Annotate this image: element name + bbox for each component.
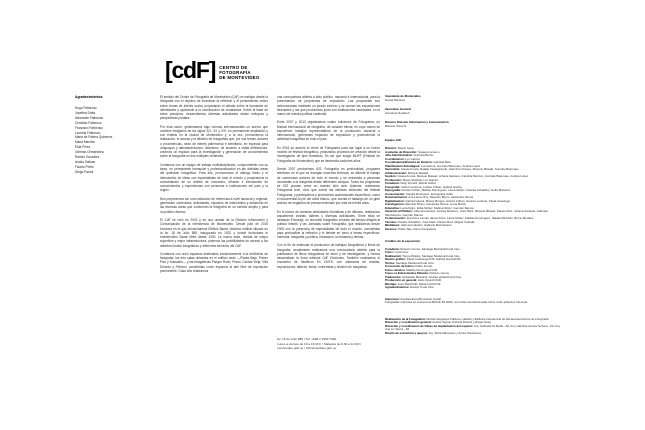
- credit-role-label: Montaje:: [385, 281, 397, 286]
- acknowledgement-name: Elda Pérez: [75, 145, 91, 150]
- credit-names: Roberto Cenne: [428, 271, 450, 276]
- credit-role-label: Fotos La Entrevista/La Película:: [385, 271, 429, 276]
- fotogaleria-text: Andrés Vignoli, Patricia Roland y Daniel Sosa.: [431, 320, 492, 325]
- team-role-label: Curaduría:: [385, 181, 400, 186]
- team-role-label: Gestión:: [385, 174, 397, 179]
- about-paragraph: Nos proponemos ser una institución de referencia a nivel nacional y regional, generando contenidos, actividades, espacios de intercambio y desarrollo en las diversas áreas que conforman la fotografía en un sentido amplio y para un público diverso.: [160, 196, 268, 214]
- about-paragraph: Desde 2007 producimos f/22. Fotografía en profundidad, programa televisivo en el que se divulgan nociones técnicas, se difunde el trabajo de numerosos autores de todo el mundo y se entrevista a personas vinculadas a la fotografía desde diferentes campos. Todos los programas de f/22 pueden verse en nuestro sitio web. Además, realizamos Fotograma tevé, ciclo que cubrió las distintas ediciones del festival Fotograma, y participamos y producimos audiovisuales específicos, como el documental Al pie del árbol blanco, que cuenta el hallazgo de un gran archivo de negativos de prensa enterrado por más de treinta años.: [277, 167, 380, 206]
- printing-line: [385, 301, 563, 305]
- credits-column: [385, 95, 563, 335]
- cdf-logo: [165, 59, 260, 82]
- team-member-names: Claudio Schiaffino, José Martí, Darwin Ruiz, Miguel Carballo: [396, 219, 475, 224]
- team-member-names: Mauricio Bruno, Alexandra Nóvoa, Lucía Martín: [404, 202, 466, 207]
- about-paragraph: Contamos con ocho espacios destinados exclusivamente a la exhibición de fotografía: las tres salas ubicadas en el edificio sede —Planta Baja, Primer Piso y Subsuelo— y las fotogalerías Parque Rodó, Prado, Ciudad Vieja, Villa Dolores y Peñarol, concebidas como espacios al aire libre de exposición permanente. Cada año realizamos: [160, 251, 268, 273]
- about-paragraph: Con el fin de estimular la producción de trabajos fotográficos y libros de fotografía, anualmente realizamos una convocatoria abierta para la publicación de libros fotográficos de autor y de investigación, y hemos desarrollado la línea editorial CdF Ediciones. También realizamos el encuentro de fotolibros En CMYK, con instancias de charlas, exposiciones, talleres, ferias, entrevistas y revisión de maquetas.: [277, 243, 380, 269]
- team-member-names: Andrés Cribari, Matilde Domínguez, Laura Núñez, Claudia Schiaffino, Sofía Michelini: [400, 188, 510, 193]
- team-role-label: Fotografía:: [385, 184, 401, 189]
- cdf-logo-line-3: DE MONTEVIDEO: [219, 75, 260, 81]
- team-role-label: Atención al Público:: [385, 209, 413, 214]
- official-role: Director División Información y Comunicación: [385, 120, 449, 125]
- printing-text: Fotografías impresas en impresoras Bizhub BJ-6000, con tintas acondicionadas sobre vinilo adhesivo Intercoat.: [385, 300, 529, 305]
- credit-role-label: Fotos retratos:: [385, 267, 406, 272]
- official-name: Fernando Nopitsch: [385, 110, 410, 115]
- cdf-logo-line-1: CENTRO DE: [219, 64, 248, 70]
- credit-role-label: Realización:: [385, 253, 402, 258]
- fotogaleria-line: [385, 332, 563, 336]
- team-member-names: Gabriel García, Maicor Borges, Andrés Cribari, Horacio Loriente, Paula Casariego: [404, 198, 511, 203]
- team-member-names: Francisco Landro, Elena Firpo, Laura Núñez, Matilde Domínguez, Natalia Michelini, Bruno Morales: [405, 216, 534, 221]
- team-role-label: Técnica:: [385, 219, 397, 224]
- cdf-logo-mark: [cdF]: [165, 57, 216, 83]
- printing-section: [385, 298, 563, 305]
- team-role-label: Jefa Administrativa:: [385, 153, 413, 158]
- exhibition-credits-list: [385, 248, 563, 290]
- acknowledgement-name: Germán Ormaechea: [75, 150, 104, 155]
- credit-role-label: Diseño gráfico:: [385, 257, 407, 262]
- team-role-label: Coordinación:: [385, 156, 405, 161]
- about-paragraph: El CdF se creó en 2002 y es una unidad de la División Información y Comunicación de la Intendencia de Montevideo. Desde julio de 2015 funciona en el que denominamos Edificio Bazar, histórico edificio situado en la Av. 18 de Julio 885, inaugurado en 1932 y donde funcionara el emblemático Bazar Mitre desde 1940. La nueva sede, dotada de mayor superficie y mejor infraestructura, potencia las posibilidades de acceso a los distintos fondos fotográficos y diferentes servicios del CdF.: [160, 218, 268, 248]
- team-member-names: Marcelo Mawad: [407, 170, 429, 175]
- team-list: [385, 147, 563, 231]
- contact-line: Lunes a viernes de 10 a 19.30 h / Sábados de 9.30 a 14.30 h: [277, 341, 361, 346]
- team-role-label: Coordinadora/Sistema de Gestión:: [385, 160, 433, 165]
- acknowledgement-name: Leonela Fattoruso: [75, 130, 101, 135]
- team-member-names: Gabriela Belo: [432, 160, 451, 165]
- team-member-names: Lilián Hernández, Andrea Martínez, José Martí, Marcelo Mawad, Darwin Ruiz, Johana Santana, Gabriela Manzanares, Germán Ramos: [385, 209, 548, 217]
- credit-role-label: Fotos:: [385, 250, 394, 255]
- about-paragraph: En 2016 se asumió el cierre de Fotograma para dar lugar a un nuevo modelo de festival fotográfico, priorizando procesos de creación desde la investigación de ejes temáticos. Es así que surgió MUFF (Festival de Fotografía de Montevideo) que se desarrolla cada tres años.: [277, 145, 380, 163]
- official-role: Intendente de Montevideo: [385, 94, 421, 98]
- team-member-names: Lilián Hernández, Gabriela Manzanares: [399, 223, 452, 228]
- credit-names: Tanya Wolsky, Santiago Mederos/Coral Cine: [401, 253, 460, 258]
- fotogaleria-section: [385, 318, 563, 336]
- team-role-label: Director:: [385, 146, 398, 151]
- credit-names: José Martí/CdF, Darwin Ruiz/CdF: [396, 281, 441, 286]
- acknowledgements-section: [75, 95, 137, 175]
- acknowledgements-title: Agradecimientos: [75, 95, 103, 99]
- team-role-label: Mediateca:: [385, 223, 400, 228]
- team-role-label: Producción:: [385, 177, 402, 182]
- cdf-logo-wordmark: [219, 65, 259, 81]
- team-role-label: Conservación:: [385, 191, 406, 196]
- official-role: Secretario General: [385, 107, 411, 112]
- acknowledgement-name: María de Fátima Quinteros: [75, 135, 113, 140]
- official-name: Daniel Martínez: [385, 97, 406, 102]
- team-title: Equipo CdF: [385, 138, 402, 143]
- team-role-label: Educativa:: [385, 205, 400, 210]
- cdf-logo-line-2: FOTOGRAFÍA: [219, 69, 251, 75]
- about-text-column-2: [277, 95, 380, 273]
- team-member-names: Mauro Martella, Lys Gainza: [401, 177, 438, 182]
- fotogaleria-label: Diseño de estructura y apoyos:: [385, 330, 429, 335]
- team-member-names: Susana Centeno: [417, 149, 440, 154]
- acknowledgement-name: Fausto Prieto: [75, 164, 94, 169]
- credit-role-label: Textos:: [385, 260, 396, 265]
- acknowledgement-name: Ramiro González: [75, 155, 100, 160]
- team-role-label: Documentación:: [385, 195, 408, 200]
- credit-names: Paula Casariego/CdF, Gabriel García/CdF: [406, 257, 461, 262]
- credit-names: Matilde Domínguez/CdF: [405, 267, 438, 272]
- credit-names: Pablo Ferrari: [414, 264, 433, 269]
- about-text-column-1: [160, 95, 268, 277]
- printing-text: Arquiles Euro/Dimensión Social: [399, 296, 441, 301]
- official-entry: [385, 95, 563, 102]
- team-member-names: Lys Gainza, Gonzalo Bazerque, Andrea López: [420, 163, 481, 168]
- acknowledgement-name: Josefina Dotta: [75, 110, 96, 115]
- credit-names: Hello Sponch/CdF: [417, 278, 442, 283]
- official-entry: [385, 108, 563, 115]
- fotogaleria-label: Dirección y coordinación general:: [385, 320, 432, 325]
- team-member-names: Lucía Nigro, Erika Núñez, Melina Núñez, Germán Ramos: [399, 205, 474, 210]
- about-paragraph: una convocatoria abierta a todo público, nacional e internacional, para la presentación de propuestas de exposición. Las propuestas son seleccionadas mediante un jurado externo y se suman las exposiciones itinerantes y las que producimos junto con instituciones nacionales, en el marco de nuestra política curatorial.: [277, 95, 380, 116]
- fotogaleria-text: División Espacios Públicos, Hábitat y Edificios Intendencia de Montevideo/Centro de Fotografía.: [425, 316, 550, 321]
- team-role-label: Asistente de Dirección:: [385, 149, 418, 154]
- about-paragraph: Entre 2007 y 2013 organizamos cuatro ediciones de Fotograma, un festival internacional de fotografía, de carácter bienal, en cuyo marco se expusieron trabajos representativos de la producción nacional e internacional, generando espacios de exposición y promoviendo la actividad fotográfica en todo el país.: [277, 120, 380, 142]
- team-role-label: Planificación Estratégica:: [385, 163, 421, 168]
- fotogaleria-text: Arq. Gabriela De Bellis - IM, Arq. Gabriela Acosta Techera - IM, Arq. Ana Liz Sierra - IM.: [385, 323, 561, 332]
- credit-names: Santiago Mederos/Coral Cine: [395, 260, 434, 265]
- credit-role-label: Corrección de textos:: [385, 264, 415, 269]
- team-member-names: Gisela Acosta, Natalia Castelgrande, Valentina Chaves, Marcelo Mawad, Gonzalo Bazerque: [399, 167, 519, 172]
- acknowledgement-name: Diego Parodi: [75, 169, 94, 174]
- contact-line: Av. 18 de Julio 885 / Tel: +598 2 1950 7960: [277, 337, 337, 341]
- fotogaleria-label: Realización de la Fotogalería:: [385, 316, 426, 321]
- team-member-line: [385, 228, 563, 232]
- team-member-names: Gisela Acosta, Marcelo Mawad, Johana Santana, Carolina Monzón, Gonzalo Bazerque, Andrea López: [396, 174, 529, 179]
- team-member-names: Sandra Rodríguez, Evangelina Gallo: [405, 191, 453, 196]
- acknowledgement-name: Alexander Fattoruso: [75, 115, 104, 120]
- officials-section: [385, 95, 563, 128]
- team-role-label: Serenos:: [385, 226, 398, 231]
- acknowledgement-name: Christian Fattoruso: [75, 120, 102, 125]
- team-member-names: Carlos Contrera, Andrés Cribari, Gabriel García: [400, 184, 462, 189]
- team-role-label: Digitalización:: [385, 198, 405, 203]
- official-name: Marcelo Visconti: [385, 123, 407, 128]
- about-paragraph: En el marco de nuestras actividades formativas y de difusión, realizamos anualmente charlas, talleres y diversas actividades. Entre ellas se destacan Fotoviaje, un recorrido fotográfico a través del tiempo dirigido al público infantil, y las Jornadas sobre Fotografía, que realizamos desde 2005 con la presencia de especialistas de todo el mundo, concebidas para profundizar la reflexión y el debate en torno a temas específicos: memoria, fotografía y política, educación, la industria y demás.: [277, 209, 380, 239]
- acknowledgement-name: Analía Salinas: [75, 159, 96, 164]
- about-paragraph: Por esta razón, gestionamos bajo normas internacionales un acervo que contiene imágenes de los siglos XIX, XX y XXI, en permanente ampliación y con énfasis en la ciudad de Montevideo y, a la vez, promovemos la realización, el acceso y la difusión de fotografías que, por sus temas, autores o procedencias, sean de interés patrimonial e identitario, en especial para uruguayos y latinoamericanos. Asimismo, de acuerdo a estas definiciones, creamos un espacio para la investigación y generación de conocimientos sobre la fotografía en sus múltiples vertientes.: [160, 124, 268, 159]
- credit-names: Coral Cine: [393, 250, 409, 255]
- about-paragraph: Contamos con un equipo de trabajo multidisciplinario, comprometido con su tarea, en permanente formación y profesionalización en las distintas áreas del quehacer fotográfico. Para ello, promovemos el diálogo fluido y el intercambio de ideas con especialistas de todo el mundo y propiciamos la consolidación de un ámbito de encuentro, difusión e intercambio de conocimientos y experiencias con personas e instituciones del país y la región.: [160, 162, 268, 193]
- team-member-names: Nelly Spinelli, Melina Núñez: [399, 181, 437, 186]
- team-member-names: Ana Laura Cirio, Mauricio Bruno, Alexandra Nóvoa: [407, 195, 474, 200]
- about-paragraph: El sentido del Centro de Fotografía de Montevideo (CdF) es trabajar desde la fotografía con el objetivo de incentivar la reflexión y el pensamiento crítico sobre temas de interés social, propiciando el debate sobre la formación de identidades y aportando a la construcción de ciudadanía. Sobre la base de estos principios, desarrollamos diversas actividades desde enfoques y perspectivas plurales.: [160, 95, 268, 121]
- fotogaleria-text: Ing. Silvia Marsicano y Arnés Soluciones.: [428, 330, 482, 335]
- exhibition-credit-line: [385, 286, 563, 290]
- team-member-names: Pablo Tate, Darío Campalans: [397, 226, 436, 231]
- team-role-label: Expografía:: [385, 188, 401, 193]
- team-role-label: Comunicación:: [385, 216, 406, 221]
- team-member-names: Verónica Berrío: [412, 153, 434, 158]
- team-role-label: Administración:: [385, 170, 408, 175]
- credit-names: Equipo Coral Cine: [409, 285, 434, 290]
- acknowledgement-name: María Marotta: [75, 140, 95, 145]
- credit-role-label: Curaduría:: [385, 246, 400, 251]
- fotogaleria-label: Dirección y coordinación de Obras de implantación del espacio:: [385, 323, 474, 328]
- credit-role-label: Agradecimientos:: [385, 285, 410, 290]
- official-entry: [385, 121, 563, 128]
- contact-info: [277, 337, 361, 351]
- credit-names: Roberto Cenne, Santiago Bednarik/Coral Cine: [399, 246, 460, 251]
- acknowledgement-name: Hugo Fattoruso: [75, 106, 97, 110]
- acknowledgement-name: Francisco Fattoruso: [75, 125, 103, 130]
- team-member-names: Lys Gainza: [404, 156, 420, 161]
- credit-names: Sebastián Bednarik, Andrés Varela/Coral Cine: [401, 274, 462, 279]
- acknowledgements-list: [75, 106, 137, 175]
- printing-label: Impresión:: [385, 296, 400, 301]
- contact-line: montevideo.gub.uy / cdfmontevideo.gub.uy: [277, 346, 336, 351]
- credit-role-label: Traducción:: [385, 274, 402, 279]
- team-member-names: Daniel Sosa: [397, 146, 414, 151]
- credit-role-label: Producción en general:: [385, 278, 418, 283]
- exhibition-credits-title: Créditos de la exposición: [385, 239, 421, 244]
- team-role-label: Secretaría:: [385, 167, 400, 172]
- team-role-label: Investigación:: [385, 202, 405, 207]
